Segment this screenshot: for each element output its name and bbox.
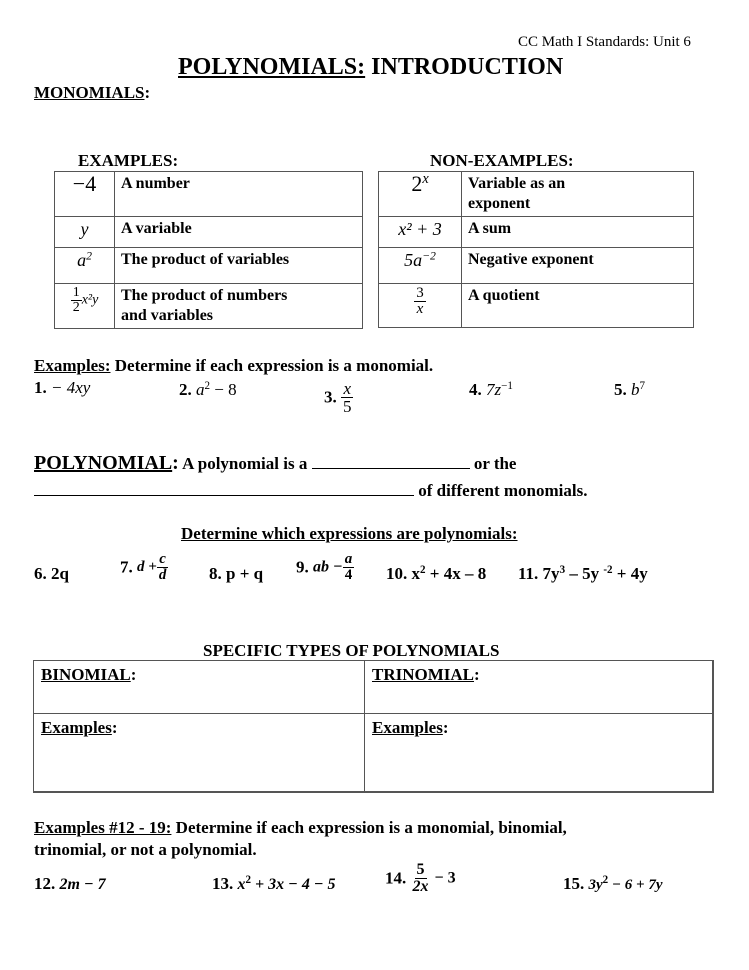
trinomial-examples-cell[interactable]: Examples: [364,713,714,793]
polynomial-definition-line1: POLYNOMIAL: A polynomial is a or the [34,452,517,474]
example-item-2: 2. $a^2 - 8$ [179,379,237,399]
poly-item-6: 6. 2q [34,564,69,583]
blank-1[interactable] [312,468,470,469]
example-expr: y [55,217,115,248]
example-item-12: 12. 2m − 7 [34,874,106,893]
determine-heading: Determine which expressions are polynomials: [181,524,518,543]
page-title: POLYNOMIALS: INTRODUCTION [178,54,564,80]
nonexample-desc: Variable as an exponent [462,172,694,217]
binomial-cell[interactable]: BINOMIAL: [33,660,365,714]
example-desc: The product of numbers and variables [115,284,363,329]
nonexamples-table [378,171,694,328]
poly-item-10: 10. $x^2 + 4x - 8$ [386,563,487,583]
nonexample-desc: A sum [462,217,694,248]
trinomial-cell[interactable]: TRINOMIAL: [364,660,714,714]
example-expr: $a^2$ [55,248,115,284]
monomials-heading: MONOMIALS: [34,83,151,102]
example-desc: A variable [115,217,363,248]
poly-item-11: 11. $7y^3 - 5y$ $^{-2}$ + 4y [518,563,648,583]
nonexample-expr: $\frac{3}{x}$ [379,284,462,328]
poly-item-7: 7. d + $\frac{c}{d}$ [120,551,167,583]
nonexample-desc: Negative exponent [462,248,694,284]
nonexample-expr: 2$^x$ [379,172,462,217]
example-expr: $\frac{1}{2}$ x²y [55,284,115,329]
examples-instruction: Examples: Determine if each expression is a monomial. [34,356,434,375]
example-item-13: 13. $x^2 + 3x - 4 - 5$ [212,873,336,893]
example-expr: −4 [55,172,115,217]
examples-label: EXAMPLES: [78,151,179,170]
nonexample-desc: A quotient [462,284,694,328]
example-item-15: 15. $3y^2 - 6 + 7y$ [563,873,663,893]
example-item-4: 4. $7z^{-1}$ [469,379,513,399]
examples-table [54,171,363,329]
example-desc: A number [115,172,363,217]
nonexample-expr: x² + 3 [379,217,462,248]
nonexample-expr: $5a^{-2}$ [379,248,462,284]
poly-item-8: 8. p + q [209,564,264,583]
example-item-14: 14. $\frac{5}{2x}$ − 3 [385,861,456,895]
types-table [33,660,713,792]
nonexamples-label: NON-EXAMPLES: [430,151,574,170]
polynomial-definition-line2: of different monomials. [34,481,587,501]
poly-item-9: 9. ab − $\frac{a}{4}$ [296,551,353,583]
examples-12-19-line2: trinomial, or not a polynomial. [34,840,257,859]
example-item-1: 1. − 4xy [34,378,91,397]
example-item-5: 5. $b^7$ [614,379,646,399]
binomial-examples-cell[interactable]: Examples: [33,713,365,793]
blank-2[interactable] [34,495,414,496]
example-desc: The product of variables [115,248,363,284]
course-header: CC Math I Standards: Unit 6 [518,34,691,50]
types-heading: SPECIFIC TYPES OF POLYNOMIALS [203,641,500,660]
example-item-3: 3. $\frac{x}{5}$ [324,379,352,416]
examples-12-19-line1: Examples #12 - 19: Determine if each expression is a monomial, binomial, [34,818,567,837]
